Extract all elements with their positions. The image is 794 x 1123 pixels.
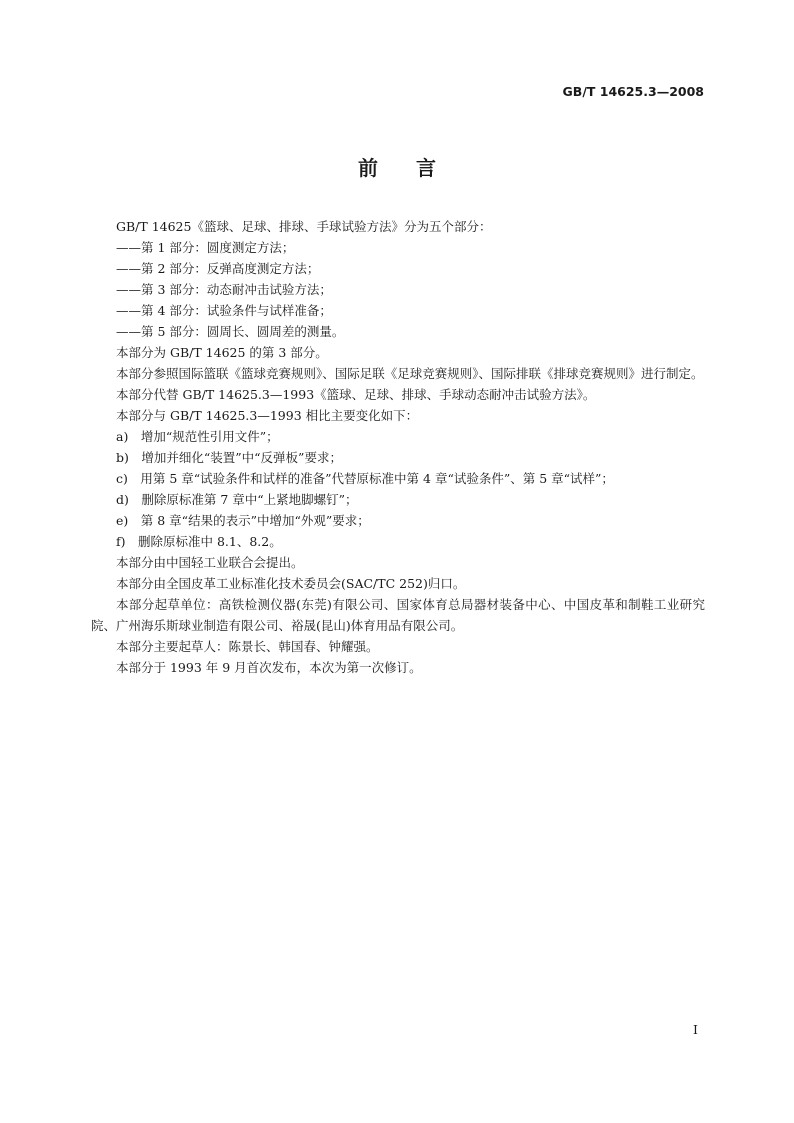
change-item-e: e) 第 8 章“结果的表示”中增加“外观”要求； [116, 513, 370, 528]
replaces-paragraph: 本部分代替 GB/T 14625.3—1993《篮球、足球、排球、手球动态耐冲击试验方法》。 [116, 387, 596, 402]
intro-paragraph: GB/T 14625《篮球、足球、排球、手球试验方法》分为五个部分： [116, 219, 492, 234]
change-item-b: b) 增加并细化“装置”中“反弹板”要求； [116, 450, 342, 465]
drafters-paragraph: 本部分主要起草人：陈景长、韩国春、钟耀强。 [116, 639, 379, 654]
change-item-d: d) 删除原标准第 7 章中“上紧地脚螺钉”； [116, 492, 358, 507]
reference-paragraph: 本部分参照国际篮联《篮球竞赛规则》、国际足联《足球竞赛规则》、国际排联《排球竞赛规则》进行制定。 [116, 366, 704, 381]
part-item-4: ——第 4 部分：试验条件与试样准备； [116, 303, 332, 318]
foreword-body [91, 216, 705, 678]
page-number: I [693, 1022, 698, 1037]
changes-intro-paragraph: 本部分与 GB/T 14625.3—1993 相比主要变化如下： [116, 408, 419, 423]
change-item-f: f) 删除原标准中 8.1、8.2。 [116, 534, 282, 549]
part-item-5: ——第 5 部分：圆周长、圆周差的测量。 [116, 324, 345, 339]
managed-by-paragraph: 本部分由全国皮革工业标准化技术委员会(SAC/TC 252)归口。 [116, 576, 466, 591]
document-code: GB/T 14625.3—2008 [562, 84, 704, 99]
part-item-2: ——第 2 部分：反弹高度测定方法； [116, 261, 320, 276]
part-item-1: ——第 1 部分：圆度测定方法； [116, 240, 295, 255]
this-part-paragraph: 本部分为 GB/T 14625 的第 3 部分。 [116, 345, 328, 360]
change-item-c: c) 用第 5 章“试验条件和试样的准备”代替原标准中第 4 章“试验条件”、第 5 章“试样”； [116, 471, 614, 486]
proposed-by-paragraph: 本部分由中国轻工业联合会提出。 [116, 555, 304, 570]
change-item-a: a) 增加“规范性引用文件”； [116, 429, 279, 444]
part-item-3: ——第 3 部分：动态耐冲击试验方法； [116, 282, 332, 297]
drafting-units-paragraph: 本部分起草单位：高铁检测仪器(东莞)有限公司、国家体育总局器材装备中心、中国皮革和制鞋工业研究院、广州海乐斯球业制造有限公司、裕晟(昆山)体育用品有限公司。 [91, 597, 705, 633]
page-title: 前言 [358, 156, 474, 180]
history-paragraph: 本部分于 1993 年 9 月首次发布，本次为第一次修订。 [116, 660, 422, 675]
